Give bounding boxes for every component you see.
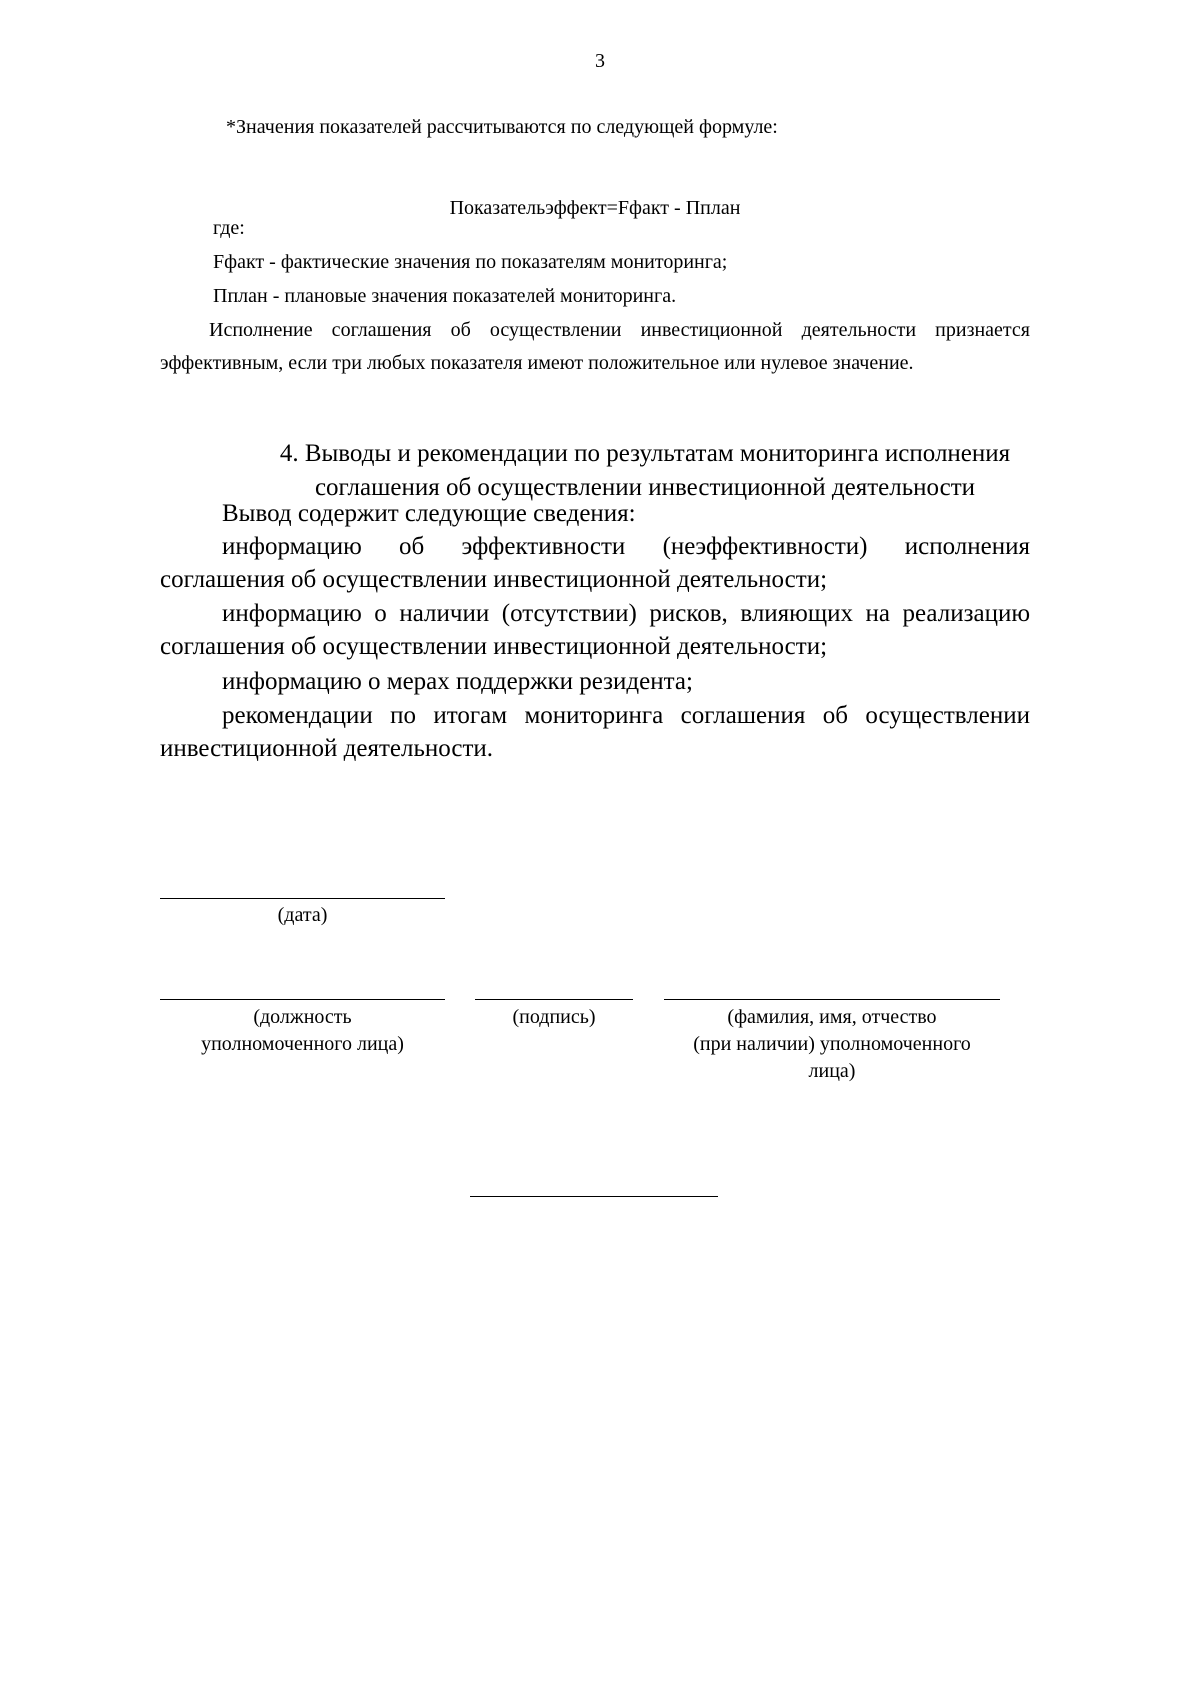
effectiveness-line-2: эффективным, если три любых показателя имеют положительное или нулевое значение.: [160, 352, 914, 374]
position-label-line-1: (должность: [253, 1006, 352, 1028]
item-1-line-1: информацию об эффективности (неэффективности) исполнения: [222, 533, 1030, 560]
position-line: [160, 999, 445, 1000]
definition-plan: Пплан - плановые значения показателей мониторинга.: [213, 285, 677, 307]
item-2-line-1: информацию о наличии (отсутствии) рисков, влияющих на реализацию: [222, 600, 1030, 627]
position-label-line-2: уполномоченного лица): [201, 1033, 404, 1055]
full-name-label-line-1: (фамилия, имя, отчество: [727, 1006, 937, 1028]
conclusion-intro: Вывод содержит следующие сведения:: [222, 500, 636, 527]
section-4-title-line-2: соглашения об осуществлении инвестиционной деятельности: [314, 474, 976, 501]
effectiveness-line-1: Исполнение соглашения об осуществлении инвестиционной деятельности признается: [209, 319, 1030, 341]
full-name-label-line-3: лица): [808, 1060, 856, 1082]
full-name-label-line-2: (при наличии) уполномоченного: [693, 1033, 971, 1055]
position-label: [160, 1004, 445, 1058]
date-label: (дата): [277, 904, 328, 926]
signature-line: [475, 999, 633, 1000]
item-1-line-2: соглашения об осуществлении инвестиционной деятельности;: [160, 566, 828, 593]
section-4-title-line-1: 4. Выводы и рекомендации по результатам мониторинга исполнения: [279, 440, 1011, 467]
closing-line: [470, 1196, 718, 1197]
signature-label: (подпись): [512, 1006, 596, 1028]
item-4-line-2: инвестиционной деятельности.: [160, 735, 494, 762]
full-name-line: [664, 999, 1000, 1000]
formula-intro: *Значения показателей рассчитываются по следующей формуле:: [226, 116, 778, 138]
definition-fact: Fфакт - фактические значения по показателям мониторинга;: [213, 251, 728, 273]
full-name-label: [664, 1004, 1000, 1085]
page-number: 3: [595, 50, 605, 72]
item-4-line-1: рекомендации по итогам мониторинга соглашения об осуществлении: [222, 702, 1030, 729]
date-line: [160, 898, 445, 899]
where-label: где:: [213, 217, 245, 239]
item-3: информацию о мерах поддержки резидента;: [222, 668, 693, 695]
section-4-heading: [160, 437, 1130, 505]
item-2-line-2: соглашения об осуществлении инвестиционной деятельности;: [160, 633, 828, 660]
formula: Показательэффект=Fфакт - Пплан: [449, 197, 741, 219]
